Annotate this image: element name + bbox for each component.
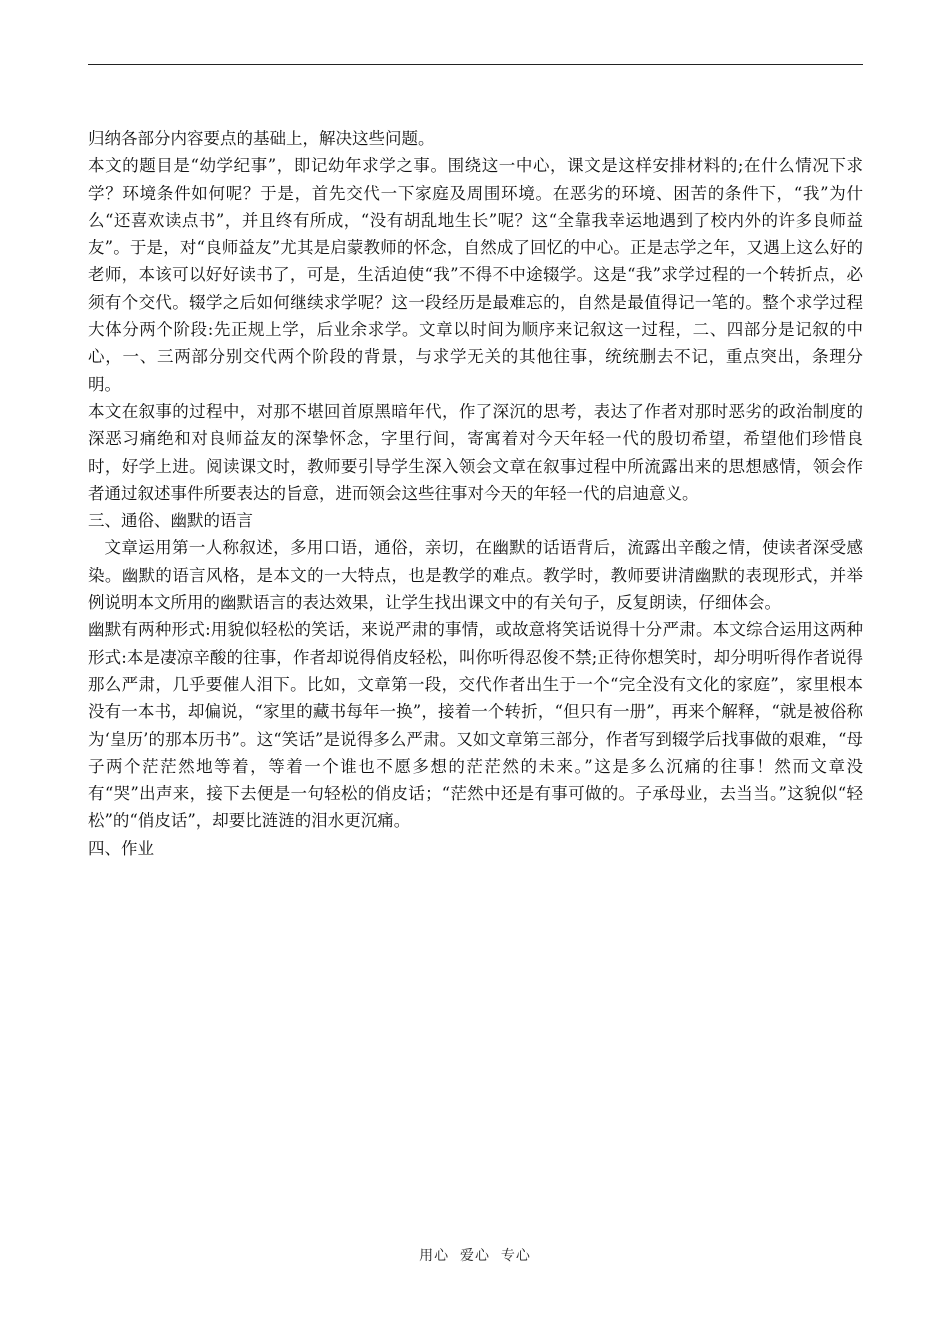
paragraph-theme: 本文在叙事的过程中，对那不堪回首原黑暗年代，作了深沉的思考，表达了作者对那时恶劣的政治制度的深恶习痛绝和对良师益友的深挚怀念，字里行间，寄寓着对今天年轻一代的殷切希望，希望他们珍惜良时，好学上进。阅读课文时，教师要引导学生深入领会文章在叙事过程中所流露出来的思想感情，领会作者通过叙述事件所要表达的旨意，进而领会这些往事对今天的年轻一代的启迪意义。 [88,401,863,503]
page-footer: 用心 爱心 专心 [419,1248,531,1264]
paragraph-title-structure: 本文的题目是“幼学纪事”，即记幼年求学之事。围绕这一中心，课文是这样安排材料的;在什么情况下求学？环境条件如何呢？于是，首先交代一下家庭及周围环境。在恶劣的环境、困苦的条件下，“我”为什么“还喜欢读点书”，并且终有所成，“没有胡乱地生长”呢？这“全靠我幸运地遇到了校内外的许多良师益友”。于是，对“良师益友”尤其是启蒙教师的怀念，自然成了回忆的中心。正是志学之年，又遇上这么好的老师，本该可以好好读书了，可是，生活迫使“我”不得不中途辍学。这是“我”求学过程的一个转折点，必须有个交代。辍学之后如何继续求学呢？这一段经历是最难忘的，自然是最值得记一笔的。整个求学过程大体分两个阶段:先正规上学，后业余求学。文章以时间为顺序来记叙这一过程，二、四部分是记叙的中心，一、三两部分别交代两个阶段的背景，与求学无关的其他往事，统统删去不记，重点突出，条理分明。 [88,156,863,394]
paragraph-humor-forms: 幽默有两种形式:用貌似轻松的笑话，来说严肃的事情，或故意将笑话说得十分严肃。本文综合运用这两种形式:本是凄凉辛酸的往事，作者却说得俏皮轻松，叫你听得忍俊不禁;正待你想笑时，却分明听得作者说得那么严肃，几乎要催人泪下。比如，文章第一段，交代作者出生于一个“完全没有文化的家庭”，家里根本没有一本书，却偏说，“家里的藏书每年一换”，接着一个转折，“但只有一册”，再来个解释，“就是被俗称为‘皇历’的那本历书”。这“笑话”是说得多么严肃。又如文章第三部分，作者写到辍学后找事做的艰难，“母子两个茫茫然地等着，等着一个谁也不愿多想的茫茫然的未来。”这是多么沉痛的往事！然而文章没有“哭”出声来，接下去便是一句轻松的俏皮话；“茫然中还是有事可做的。子承母业，去当当。”这貌似“轻松”的“俏皮话”，却要比涟涟的泪水更沉痛。 [88,620,863,831]
paragraph-intro-continued: 归纳各部分内容要点的基础上，解决这些问题。 [88,129,435,148]
section-heading-homework: 四、作业 [88,838,154,858]
section-heading-language: 三、通俗、幽默的语言 [88,511,253,531]
header-rule [88,64,863,65]
paragraph-language-style: 文章运用第一人称叙述，多用口语，通俗，亲切，在幽默的话语背后，流露出辛酸之情，使读者深受感染。幽默的语言风格，是本文的一大特点，也是教学的难点。教学时，教师要讲清幽默的表现形式，并举例说明本文所用的幽默语言的表达效果，让学生找出课文中的有关句子，反复朗读，仔细体会。 [88,538,863,613]
document-body [88,125,863,862]
